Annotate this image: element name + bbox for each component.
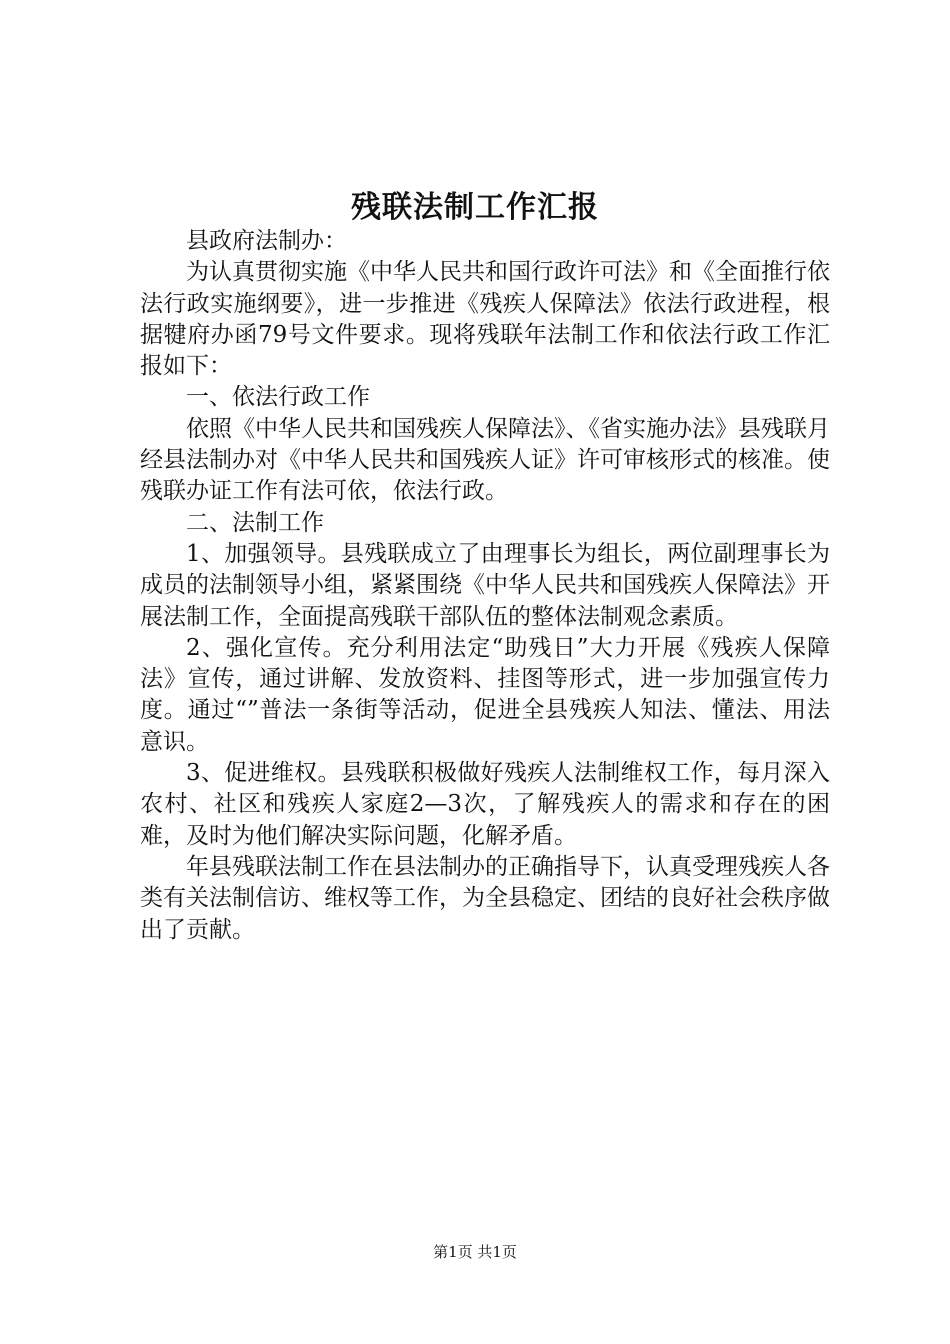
paragraph-section-1: 依照《中华人民共和国残疾人保障法》、《省实施办法》县残联月经县法制办对《中华人民共和国残疾人证》许可审核形式的核准。使残联办证工作有法可依，依法行政。 [140, 415, 830, 505]
paragraph-publicity: 2、强化宣传。充分利用法定“助残日”大力开展《残疾人保障法》宣传，通过讲解、发放资料、挂图等形式，进一步加强宣传力度。通过“”普法一条街等活动，促进全县残疾人知法、懂法、用法意识。 [140, 634, 830, 755]
section-heading-2: 二、法制工作 [186, 509, 324, 536]
paragraph-conclusion: 年县残联法制工作在县法制办的正确指导下，认真受理残疾人各类有关法制信访、维权等工作，为全县稳定、团结的良好社会秩序做出了贡献。 [140, 853, 830, 943]
paragraph-intro: 为认真贯彻实施《中华人民共和国行政许可法》和《全面推行依法行政实施纲要》，进一步推进《残疾人保障法》依法行政进程，根据犍府办函79号文件要求。现将残联年法制工作和依法行政工作汇报如下： [140, 259, 830, 380]
paragraph-leadership: 1、加强领导。县残联成立了由理事长为组长，两位副理事长为成员的法制领导小组，紧紧围绕《中华人民共和国残疾人保障法》开展法制工作，全面提高残联干部队伍的整体法制观念素质。 [140, 540, 830, 630]
document-title: 残联法制工作汇报 [351, 190, 599, 225]
section-heading-1: 一、依法行政工作 [186, 384, 370, 411]
salutation: 县政府法制办： [186, 228, 347, 254]
paragraph-rights: 3、促进维权。县残联积极做好残疾人法制维权工作，每月深入农村、社区和残疾人家庭2—3次，了解残疾人的需求和存在的困难，及时为他们解决实际问题，化解矛盾。 [140, 760, 830, 849]
document-body [140, 226, 830, 946]
page-footer: 第1页 共1页 [433, 1243, 517, 1261]
